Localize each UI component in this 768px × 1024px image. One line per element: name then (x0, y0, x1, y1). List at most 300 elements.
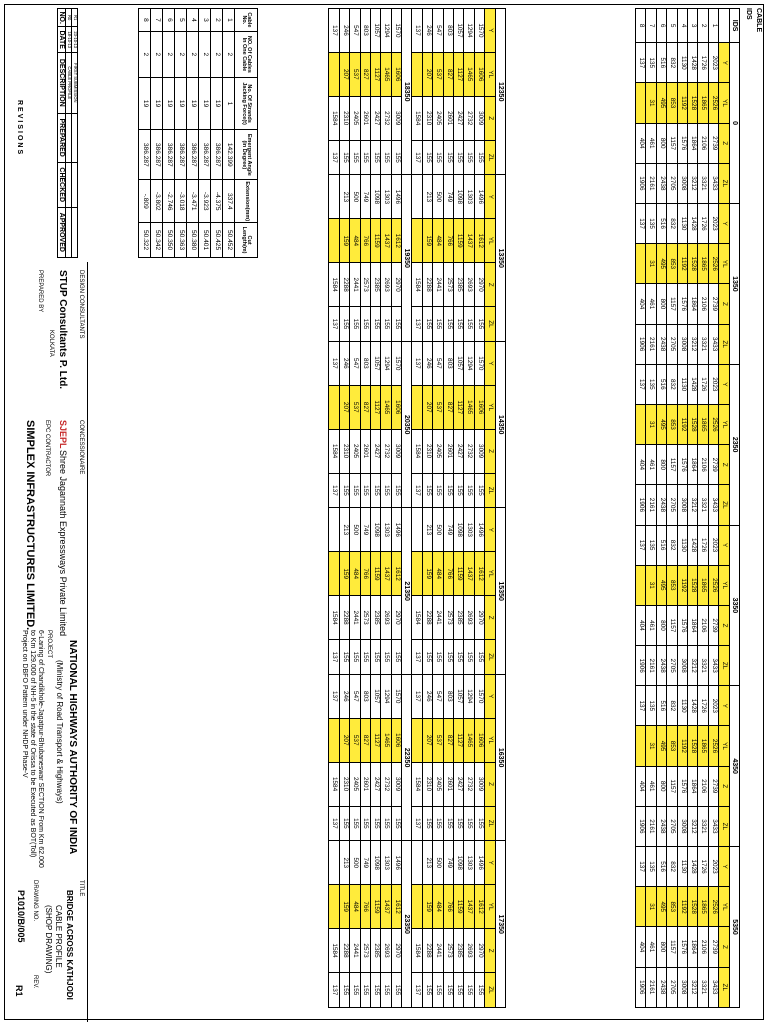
value-cell: 1130 (677, 364, 687, 404)
value-cell: 832 (667, 204, 677, 244)
value-cell (329, 885, 339, 929)
value-cell: 1496 (391, 175, 401, 219)
value-cell: 155 (422, 806, 432, 841)
value-cell: 1159 (454, 552, 464, 596)
value-cell: 137 (329, 674, 339, 718)
value-cell: 2573 (360, 596, 370, 640)
value-cell: 2970 (474, 929, 484, 973)
value-cell: 3433 (708, 646, 718, 686)
value-cell: 155 (464, 307, 474, 342)
value-cell: 155 (360, 473, 370, 508)
value-cell: 2023 (708, 204, 718, 244)
rev-label: REV. (32, 975, 38, 989)
value-cell: 137 (636, 847, 646, 887)
table-row (688, 9, 698, 1008)
value-cell: 2693 (464, 929, 474, 973)
value-cell: 207 (339, 718, 349, 762)
value-cell: 19 (175, 77, 187, 129)
axis-header-cell: ZL (485, 806, 495, 841)
axis-header-cell: Y (485, 9, 495, 53)
value-cell: 1157 (667, 284, 677, 324)
axis-header-cell: Y (719, 204, 729, 244)
value-cell: 2405 (433, 429, 443, 473)
cable-id-cell: 6 (656, 9, 666, 43)
revision-cell: 18-10-13 (66, 27, 72, 53)
value-cell: 1606 (474, 718, 484, 762)
value-cell: 1127 (370, 385, 380, 429)
value-cell: 1437 (381, 885, 391, 929)
table-header-row (495, 9, 505, 1008)
value-cell: 2427 (454, 96, 464, 140)
value-cell: 484 (433, 552, 443, 596)
value-cell: 1606 (474, 52, 484, 96)
value-cell: 137 (636, 364, 646, 404)
value-cell: 404 (636, 766, 646, 806)
value-cell (329, 508, 339, 552)
table-row (391, 9, 401, 1008)
table-row (454, 9, 464, 1008)
value-cell: 2441 (350, 596, 360, 640)
value-cell: 1576 (677, 284, 687, 324)
value-cell: 155 (370, 140, 380, 175)
concessionaire-name: Shree Jagannath Expressways Private Limited (58, 450, 68, 637)
value-cell (329, 385, 339, 429)
value-cell: 2601 (360, 96, 370, 140)
value-cell: 2705 (667, 646, 677, 686)
value-cell: 1057 (370, 341, 380, 385)
value-cell: 1303 (464, 508, 474, 552)
value-cell: 155 (422, 307, 432, 342)
value-cell: 3008 (677, 646, 687, 686)
drawing-no-label: DRAWING NO. (32, 880, 38, 922)
value-cell: 155 (474, 640, 484, 675)
value-cell: 1294 (381, 674, 391, 718)
value-cell: 1865 (698, 726, 708, 766)
value-cell: 50.380 (187, 223, 199, 258)
value-cell: 3008 (677, 806, 687, 846)
value-cell: 853 (667, 887, 677, 927)
value-cell: 2310 (339, 762, 349, 806)
value-cell: 155 (350, 307, 360, 342)
value-cell: 800 (656, 766, 666, 806)
client-name: NATIONAL HIGHWAYS AUTHORITY OF INDIA (67, 640, 78, 855)
value-cell: 1127 (370, 52, 380, 96)
value-cell: 1584 (412, 762, 422, 806)
value-cell: 1428 (688, 847, 698, 887)
value-cell: 484 (350, 885, 360, 929)
value-cell: 1057 (454, 674, 464, 718)
value-cell: 3433 (708, 806, 718, 846)
table-row (223, 9, 235, 258)
value-cell: 2161 (646, 806, 656, 846)
axis-header-cell: Z (485, 263, 495, 307)
project-description: 6-Laning of Chandikhole-Jagatpur-Bhubaneswar SECTION From Km 62.000 to Km 129.000 of NH-5 in the state of Orissa to be Executed as BOT(Toll) Project on DBFO Pattern under NHDP Phase-V (20, 630, 44, 868)
axis-header-cell: ZL (485, 972, 495, 1007)
value-cell: 2106 (698, 766, 708, 806)
value-cell: 155 (464, 806, 474, 841)
value-cell: 246 (339, 9, 349, 53)
value-cell: 3212 (688, 646, 698, 686)
table-row (370, 9, 380, 1008)
axis-header-cell: Z (485, 596, 495, 640)
value-cell: 1612 (474, 885, 484, 929)
axis-header-cell: ZL (719, 806, 729, 846)
value-cell: 1606 (391, 52, 401, 96)
value-cell: 155 (464, 972, 474, 1007)
value-cell: 3008 (677, 967, 687, 1007)
header-cell: Extension(mm) (235, 180, 258, 223)
value-cell: 1465 (381, 385, 391, 429)
consultant-city: KOLKATA (48, 330, 54, 357)
value-cell: 832 (667, 847, 677, 887)
value-cell: 2023 (708, 525, 718, 565)
axis-header-cell: Y (719, 847, 729, 887)
axis-header-cell: Z (485, 96, 495, 140)
value-cell: 2438 (656, 806, 666, 846)
revision-cell: R1 (72, 9, 78, 27)
axis-header-cell: YL (719, 244, 729, 284)
value-cell: 2438 (656, 485, 666, 525)
value-cell: 827 (443, 385, 453, 429)
value-cell: 1159 (370, 219, 380, 263)
value-cell: 2 (151, 31, 163, 77)
value-cell: 2705 (667, 806, 677, 846)
value-cell: 155 (443, 972, 453, 1007)
value-cell: 19 (199, 77, 211, 129)
value-cell: 1612 (391, 552, 401, 596)
value-cell: 1 (223, 9, 235, 32)
value-cell: 135 (646, 43, 656, 83)
value-cell (636, 83, 646, 123)
value-cell: 2739 (708, 284, 718, 324)
value-cell: 2 (211, 31, 223, 77)
value-cell: 832 (667, 364, 677, 404)
value-cell: 246 (422, 9, 432, 53)
value-cell: 1303 (381, 508, 391, 552)
value-cell: 155 (370, 972, 380, 1007)
value-cell: 2739 (708, 927, 718, 967)
value-cell: 2601 (360, 762, 370, 806)
value-cell: 2601 (443, 429, 453, 473)
cable-id-cell: 8 (636, 9, 646, 43)
axis-header-cell: Z (719, 766, 729, 806)
value-cell: 31 (646, 244, 656, 284)
value-cell: 386.287 (211, 130, 223, 180)
value-cell: 3008 (677, 163, 687, 203)
value-cell: 1127 (454, 385, 464, 429)
table-row (339, 9, 349, 1008)
value-cell: 1159 (454, 219, 464, 263)
value-cell: 1303 (464, 841, 474, 885)
value-cell: 2427 (370, 429, 380, 473)
value-cell: 2739 (708, 123, 718, 163)
value-cell: 3009 (474, 762, 484, 806)
value-cell: 207 (339, 385, 349, 429)
value-cell (329, 552, 339, 596)
value-cell: 2161 (646, 324, 656, 364)
table-row (667, 9, 677, 1008)
header-cell: PREPARED (58, 113, 66, 162)
value-cell: 516 (656, 364, 666, 404)
value-cell: 155 (464, 140, 474, 175)
value-cell: 159 (339, 552, 349, 596)
value-cell: 2705 (667, 324, 677, 364)
value-cell: 2427 (370, 96, 380, 140)
value-cell: 1192 (677, 404, 687, 444)
value-cell: 1465 (464, 385, 474, 429)
value-cell: 1528 (688, 726, 698, 766)
value-cell: 1906 (636, 163, 646, 203)
value-cell: 1098 (370, 508, 380, 552)
value-cell: 2441 (350, 263, 360, 307)
value-cell: 1303 (381, 841, 391, 885)
value-cell: 516 (656, 204, 666, 244)
title-block-top-rule (87, 262, 88, 1022)
revision-cell (66, 162, 72, 207)
value-cell: 2106 (698, 123, 708, 163)
value-cell: 137 (329, 806, 339, 841)
value-cell: 386.287 (139, 130, 151, 180)
value-cell: 19 (211, 77, 223, 129)
value-cell: 155 (422, 972, 432, 1007)
value-cell: 516 (656, 847, 666, 887)
value-cell: 2405 (433, 762, 443, 806)
concessionaire-label: CONCESSIONAIRE (78, 420, 84, 475)
value-cell: 1584 (329, 429, 339, 473)
value-cell: 853 (667, 83, 677, 123)
value-cell: 1576 (677, 605, 687, 645)
value-cell: 3321 (698, 163, 708, 203)
value-cell: 155 (474, 972, 484, 1007)
value-cell: 800 (656, 927, 666, 967)
value-cell (636, 244, 646, 284)
value-cell: 547 (350, 341, 360, 385)
drawing-subtitle-2: (SHOP DRAWING) (44, 905, 53, 974)
value-cell: 2 (187, 31, 199, 77)
value-cell: 1570 (474, 674, 484, 718)
value-cell: 246 (422, 674, 432, 718)
revision-cell: FIRST SUBMISSION (72, 53, 78, 114)
value-cell: 137 (412, 473, 422, 508)
value-cell: 2705 (667, 485, 677, 525)
value-cell: 2288 (422, 596, 432, 640)
value-cell (412, 552, 422, 596)
value-cell (329, 219, 339, 263)
value-cell: 516 (656, 43, 666, 83)
value-cell: 155 (454, 140, 464, 175)
table-row (464, 9, 474, 1008)
value-cell: 2385 (370, 596, 380, 640)
value-cell (412, 885, 422, 929)
axis-header-cell: Y (485, 508, 495, 552)
value-cell: 1576 (677, 766, 687, 806)
value-cell: 1130 (677, 686, 687, 726)
value-cell: 155 (350, 140, 360, 175)
value-cell: 3433 (708, 485, 718, 525)
value-cell: 495 (656, 404, 666, 444)
value-cell: 19 (139, 77, 151, 129)
value-cell: 495 (656, 887, 666, 927)
value-cell: 137 (412, 341, 422, 385)
value-cell: 2526 (708, 404, 718, 444)
value-cell: 766 (443, 219, 453, 263)
value-cell: 155 (360, 307, 370, 342)
rev-value: R1 (14, 985, 24, 997)
axis-header-cell: Z (719, 927, 729, 967)
axis-header-cell: Y (719, 364, 729, 404)
value-cell: 159 (422, 885, 432, 929)
consultant-label: DESIGN CONSULTANTS (78, 270, 84, 339)
value-cell: 155 (443, 806, 453, 841)
value-cell: 1130 (677, 525, 687, 565)
value-cell: 2427 (454, 762, 464, 806)
value-cell: 155 (350, 806, 360, 841)
table-row (175, 9, 187, 258)
value-cell: -2.746 (163, 180, 175, 223)
value-cell: 246 (422, 341, 432, 385)
value-cell: 853 (667, 244, 677, 284)
value-cell: 3008 (677, 324, 687, 364)
value-cell: 1584 (329, 596, 339, 640)
table-row (139, 9, 151, 258)
value-cell: 1612 (474, 219, 484, 263)
value-cell: 2 (163, 31, 175, 77)
value-cell: 3009 (474, 96, 484, 140)
value-cell: 3433 (708, 967, 718, 1007)
axis-header-cell: Z (485, 762, 495, 806)
sjepl-logo: SJEPL (58, 420, 68, 449)
value-cell: 800 (656, 445, 666, 485)
cable-id-cell: 7 (646, 9, 656, 43)
value-cell: 2601 (443, 96, 453, 140)
value-cell: 495 (656, 244, 666, 284)
value-cell: 155 (339, 806, 349, 841)
header-cell: NO. (58, 9, 66, 27)
value-cell (636, 565, 646, 605)
value-cell: 155 (443, 473, 453, 508)
value-cell: 2023 (708, 847, 718, 887)
drawing-subtitle-1: CABLE PROFILE (54, 905, 63, 968)
value-cell: 3212 (688, 324, 698, 364)
value-cell: 155 (454, 473, 464, 508)
value-cell: 853 (667, 726, 677, 766)
value-cell: 155 (391, 806, 401, 841)
value-cell: 2438 (656, 967, 666, 1007)
value-cell: 386.287 (175, 130, 187, 180)
value-cell: 2970 (391, 929, 401, 973)
value-cell: -3.471 (187, 180, 199, 223)
drawing-number: P1010/B/005 (16, 890, 26, 943)
value-cell: 2526 (708, 726, 718, 766)
value-cell: 2441 (433, 263, 443, 307)
header-cell: APPROVED (58, 207, 66, 257)
header-cell: 15350 (495, 508, 505, 674)
value-cell: 2732 (464, 96, 474, 140)
value-cell: 2 (139, 31, 151, 77)
value-cell: 500 (350, 508, 360, 552)
value-cell: 2385 (370, 929, 380, 973)
table-row (360, 9, 370, 1008)
value-cell: 31 (646, 565, 656, 605)
value-cell: 2970 (391, 263, 401, 307)
axis-header-cell: ZL (719, 646, 729, 686)
axis-header-row (719, 9, 729, 1008)
value-cell: 2405 (350, 429, 360, 473)
value-cell (329, 718, 339, 762)
table-row (646, 9, 656, 1008)
axis-header-cell: Z (719, 445, 729, 485)
value-cell: 2526 (708, 887, 718, 927)
title-label: TITLE (78, 880, 84, 897)
value-cell: 207 (422, 52, 432, 96)
value-cell: -3.923 (199, 180, 211, 223)
value-cell: 1528 (688, 887, 698, 927)
value-cell: 1584 (329, 929, 339, 973)
header-cell: 20350 (402, 341, 412, 507)
value-cell (636, 726, 646, 766)
value-cell: 404 (636, 605, 646, 645)
value-cell: 461 (646, 284, 656, 324)
axis-header-cell: Y (719, 686, 729, 726)
value-cell: 2310 (422, 429, 432, 473)
value-cell: 766 (360, 552, 370, 596)
axis-header-cell: ZL (485, 640, 495, 675)
value-cell: 2739 (708, 445, 718, 485)
value-cell: 1906 (636, 967, 646, 1007)
axis-header-cell: YL (719, 83, 729, 123)
value-cell: 155 (454, 806, 464, 841)
value-cell: 803 (443, 341, 453, 385)
header-cell: IDS (729, 9, 739, 43)
value-cell: 137 (329, 473, 339, 508)
value-cell: 1057 (370, 9, 380, 53)
value-cell: 2 (223, 31, 235, 77)
value-cell (329, 841, 339, 885)
value-cell: 1864 (688, 284, 698, 324)
value-cell: 2427 (370, 762, 380, 806)
value-cell (412, 52, 422, 96)
header-cell: NO. Of Cables In One Cable (235, 31, 258, 77)
value-cell: 404 (636, 284, 646, 324)
value-cell: 537 (433, 385, 443, 429)
value-cell: 1865 (698, 83, 708, 123)
value-cell: 155 (350, 640, 360, 675)
value-cell: 1584 (412, 96, 422, 140)
value-cell: 1864 (688, 445, 698, 485)
value-cell: 2438 (656, 163, 666, 203)
value-cell: 155 (422, 140, 432, 175)
value-cell: 2385 (454, 263, 464, 307)
value-cell: 2732 (381, 429, 391, 473)
axis-header-cell: ZL (719, 163, 729, 203)
header-cell: CHECKED (58, 162, 66, 207)
value-cell: 3321 (698, 324, 708, 364)
value-cell: 1584 (329, 263, 339, 307)
value-cell: 2693 (464, 263, 474, 307)
value-cell: 547 (350, 9, 360, 53)
value-cell: 137 (412, 640, 422, 675)
value-cell: 1159 (370, 885, 380, 929)
value-cell: 3433 (708, 324, 718, 364)
axis-header-cell: YL (719, 726, 729, 766)
value-cell: 853 (667, 565, 677, 605)
value-cell: 1496 (474, 508, 484, 552)
value-cell: 516 (656, 686, 666, 726)
value-cell: 766 (360, 219, 370, 263)
revisions-label: REVISIONS (16, 100, 23, 157)
value-cell: 749 (360, 841, 370, 885)
value-cell: 155 (433, 640, 443, 675)
